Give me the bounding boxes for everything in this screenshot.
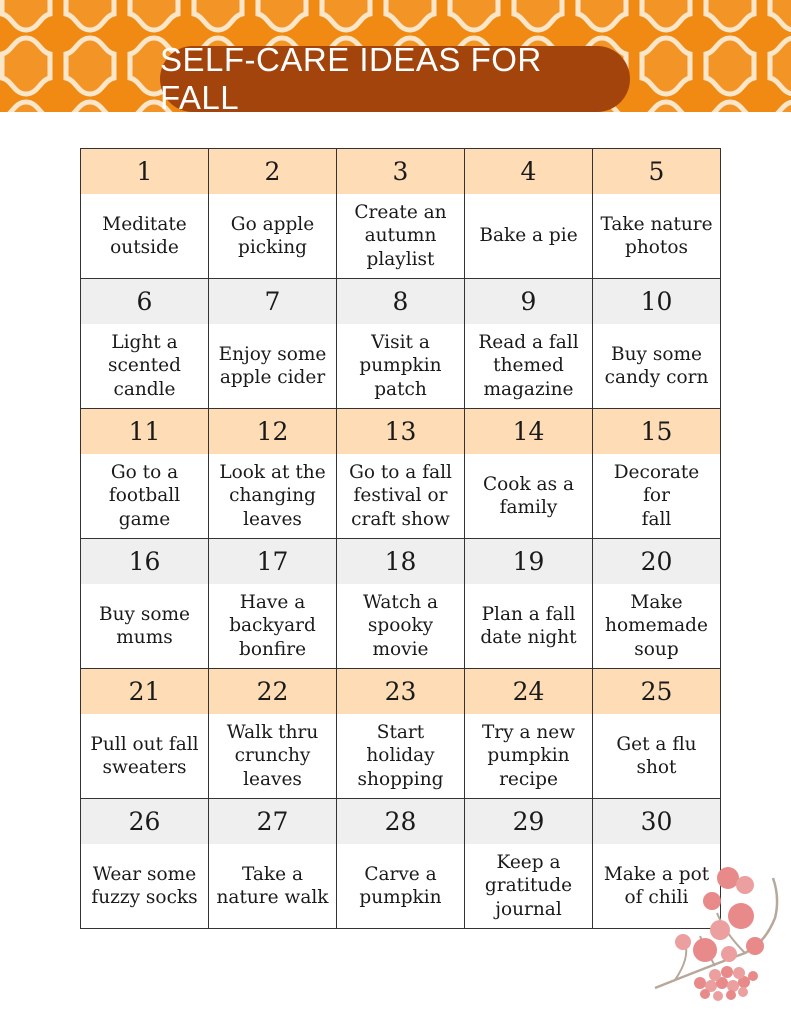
idea-cell xyxy=(209,539,337,669)
idea-number: 25 xyxy=(593,669,720,714)
idea-cell xyxy=(593,279,721,409)
idea-number: 20 xyxy=(593,539,720,584)
idea-number: 23 xyxy=(337,669,464,714)
idea-number: 26 xyxy=(81,799,208,844)
idea-cell xyxy=(209,669,337,799)
idea-text: Make a pot of chili xyxy=(603,863,710,908)
idea-text: Walk thru crunchy leaves xyxy=(226,721,319,790)
idea-cell xyxy=(465,669,593,799)
idea-cell xyxy=(465,149,593,279)
idea-text: Start holiday shopping xyxy=(357,721,444,790)
idea-cell xyxy=(81,149,209,279)
idea-number: 10 xyxy=(593,279,720,324)
idea-cell xyxy=(209,149,337,279)
idea-cell xyxy=(209,799,337,929)
idea-text: Go to a fall festival or craft show xyxy=(349,461,452,530)
idea-cell xyxy=(81,539,209,669)
idea-number: 7 xyxy=(209,279,336,324)
idea-cell xyxy=(337,669,465,799)
idea-number: 15 xyxy=(593,409,720,454)
idea-cell xyxy=(465,539,593,669)
header-banner xyxy=(0,0,791,112)
berry-branch-icon xyxy=(645,858,791,1024)
idea-cell xyxy=(337,539,465,669)
idea-text: Take nature photos xyxy=(600,213,713,258)
idea-cell xyxy=(465,799,593,929)
idea-cell xyxy=(337,799,465,929)
idea-text: Create an autumn playlist xyxy=(354,201,447,270)
idea-text: Visit a pumpkin patch xyxy=(359,331,442,400)
idea-text: Read a fall themed magazine xyxy=(478,331,579,400)
idea-cell xyxy=(593,539,721,669)
idea-text: Make homemade soup xyxy=(605,591,708,660)
idea-text: Look at the changing leaves xyxy=(219,461,326,530)
idea-text: Bake a pie xyxy=(479,225,578,247)
idea-number: 21 xyxy=(81,669,208,714)
idea-cell xyxy=(465,279,593,409)
idea-cell xyxy=(209,409,337,539)
idea-number: 6 xyxy=(81,279,208,324)
idea-cell xyxy=(593,149,721,279)
idea-number: 17 xyxy=(209,539,336,584)
idea-text: Wear some fuzzy socks xyxy=(91,863,198,908)
idea-text: Enjoy some apple cider xyxy=(218,343,327,388)
idea-number: 1 xyxy=(81,149,208,194)
idea-text: Meditate outside xyxy=(102,213,187,258)
idea-text: Go to a football game xyxy=(108,461,181,530)
idea-text: Buy some mums xyxy=(99,603,190,648)
idea-text: Have a backyard bonfire xyxy=(229,591,316,660)
idea-number: 2 xyxy=(209,149,336,194)
idea-number: 29 xyxy=(465,799,592,844)
idea-number: 30 xyxy=(593,799,720,844)
idea-number: 13 xyxy=(337,409,464,454)
idea-cell xyxy=(593,409,721,539)
idea-cell xyxy=(81,409,209,539)
idea-number: 24 xyxy=(465,669,592,714)
idea-cell xyxy=(465,409,593,539)
idea-number: 8 xyxy=(337,279,464,324)
idea-text: Take a nature walk xyxy=(216,863,329,908)
idea-number: 27 xyxy=(209,799,336,844)
idea-text: Try a new pumpkin recipe xyxy=(481,721,576,790)
idea-text: Go apple picking xyxy=(230,213,315,258)
idea-number: 28 xyxy=(337,799,464,844)
idea-number: 11 xyxy=(81,409,208,454)
idea-text: Cook as a family xyxy=(483,473,574,518)
idea-cell xyxy=(209,279,337,409)
idea-number: 3 xyxy=(337,149,464,194)
ideas-grid xyxy=(80,148,721,929)
idea-text: Get a flu shot xyxy=(616,733,697,778)
idea-text: Plan a fall date night xyxy=(480,603,577,648)
page-title: SELF-CARE IDEAS FOR FALL xyxy=(160,46,630,112)
idea-number: 19 xyxy=(465,539,592,584)
idea-cell xyxy=(81,799,209,929)
idea-number: 14 xyxy=(465,409,592,454)
idea-number: 5 xyxy=(593,149,720,194)
idea-text: Watch a spooky movie xyxy=(362,591,439,660)
idea-text: Keep a gratitude journal xyxy=(484,851,573,920)
idea-text: Light a scented candle xyxy=(108,331,181,400)
idea-text: Buy some candy corn xyxy=(604,343,709,388)
idea-cell xyxy=(81,279,209,409)
idea-number: 18 xyxy=(337,539,464,584)
idea-text: Carve a pumpkin xyxy=(359,863,442,908)
idea-cell xyxy=(337,149,465,279)
idea-number: 4 xyxy=(465,149,592,194)
idea-cell xyxy=(337,409,465,539)
idea-cell xyxy=(593,669,721,799)
idea-number: 16 xyxy=(81,539,208,584)
idea-number: 9 xyxy=(465,279,592,324)
idea-cell xyxy=(337,279,465,409)
idea-cell xyxy=(81,669,209,799)
idea-text: Pull out fall sweaters xyxy=(90,733,199,778)
idea-text: Decorate for fall xyxy=(613,461,700,530)
idea-number: 12 xyxy=(209,409,336,454)
idea-number: 22 xyxy=(209,669,336,714)
